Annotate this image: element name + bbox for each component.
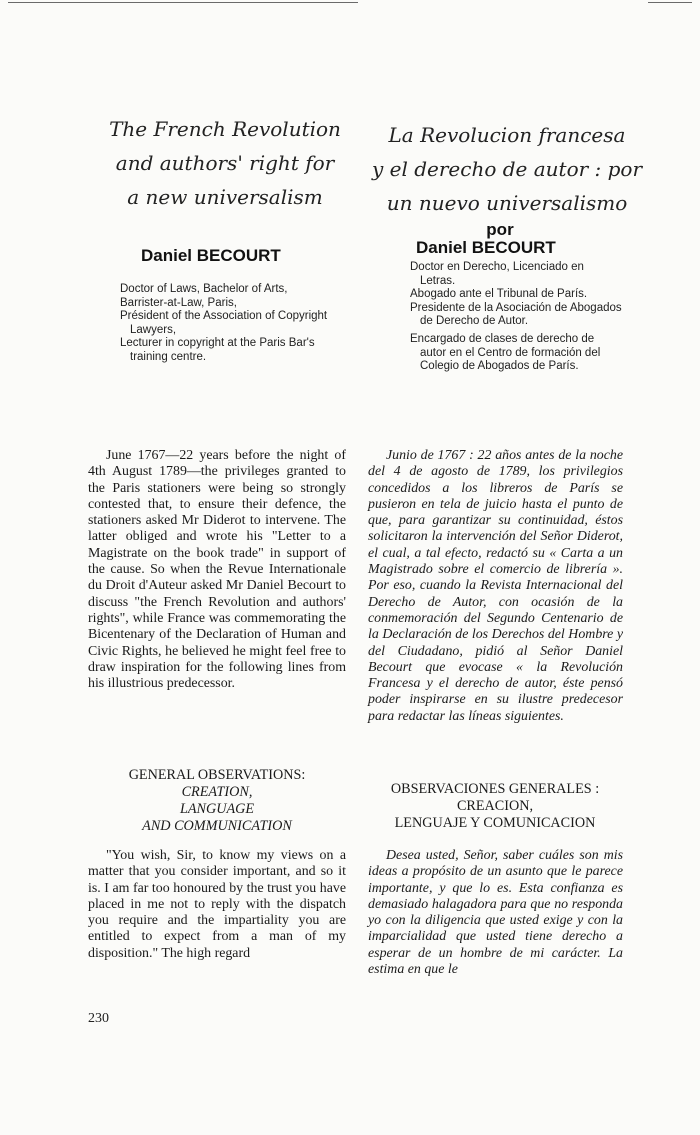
spanish-quote-paragraph: Desea usted, Señor, saber cuáles son mis ideas a propósito de un asunto que le parece importante, y que lo es. Esta confianza es demasiado halagadora para que no responda yo con la diligencia que usted exige y con la imparcialidad que usted tiene derecho a esperar de un hombre de mi carácter. La estima en que le <box>368 848 623 978</box>
heading-line: GENERAL OBSERVATIONS: <box>128 767 306 783</box>
spanish-por: por <box>486 220 514 239</box>
english-intro-paragraph: June 1767—22 years before the night of 4th August 1789—the privileges granted to the Paris stationers were being so strongly contested that, to ensure their defence, the stationers asked Mr Diderot to intervene. The latter obliged and wrote his "Letter to a Magistrate on the book trade" in support of the cause. So when the Revue Internationale du Droit d'Auteur asked Mr Daniel Becourt to discuss "the French Revolution and authors' rights", while France was commemorating the Bicentenary of the Declaration of Human and Civic Rights, he believed he might feel free to draw inspiration for the following lines from his illustrious predecessor. <box>88 448 346 692</box>
credential-line: Encargado de clases de derecho de autor en el Centro de formación del Colegio de Abogados de París. <box>410 332 601 373</box>
english-title <box>100 112 350 214</box>
english-title-line: a new universalism <box>127 185 323 209</box>
spanish-title <box>352 118 662 220</box>
english-quote-paragraph: "You wish, Sir, to know my views on a matter that you consider important, and so it is. I am far too honoured by the trust you have placed in me not to reply with the dispatch you require and the impartiality you are entitled to expect from a man of my disposition." The high regard <box>88 848 346 961</box>
heading-line: AND COMMUNICATION <box>142 818 292 834</box>
spanish-title-line: un nuevo universalismo <box>386 191 628 215</box>
page-number: 230 <box>88 1011 109 1026</box>
heading-line: LENGUAJE Y COMUNICACION <box>394 815 596 831</box>
english-title-line: and authors' right for <box>115 151 335 175</box>
credential-line: Presidente de la Asociación de Abogados de Derecho de Autor. <box>410 301 622 328</box>
english-credentials <box>120 283 348 365</box>
spanish-title-line: La Revolucion francesa <box>388 123 626 147</box>
heading-line: LANGUAGE <box>179 801 255 817</box>
credential-line: Abogado ante el Tribunal de París. <box>410 288 588 301</box>
credential-line: Doctor en Derecho, Licenciado en Letras. <box>410 261 584 287</box>
spanish-intro-paragraph: Junio de 1767 : 22 años antes de la noche del 4 de agosto de 1789, los privilegios concedidos a los libreros de París se pusieron en tela de juicio hasta el punto de que, para garantizar su continuidad, éstos solicitaron la intervención del Señor Diderot, el cual, a tal efecto, redactó su « Carta a un Magistrado sobre el comercio de librería ». Por eso, cuando la Revista Internacional del Derecho de Autor, con ocasión de la conmemoración del Segundo Centenario de la Declaración de los Derechos del Hombre y del Ciudadano, pidió al Señor Daniel Becourt que evocase « la Revolución Francesa y el derecho de autor, éste pensó poder inspirarse en su ilustre predecesor para redactar las líneas siguientes. <box>368 448 623 724</box>
heading-line: CREACION, <box>456 798 534 814</box>
heading-line: OBSERVACIONES GENERALES : <box>390 781 600 797</box>
top-rule-left <box>8 2 358 3</box>
spanish-section-heading <box>364 781 626 832</box>
credential-line: Doctor of Laws, Bachelor of Arts, <box>120 283 288 295</box>
top-rule-right <box>648 2 692 3</box>
spanish-author: Daniel BECOURT <box>416 238 556 257</box>
english-author: Daniel BECOURT <box>141 246 281 265</box>
spanish-credentials <box>410 261 622 374</box>
credential-line: Président of the Association of Copyright Lawyers, <box>120 310 328 336</box>
credential-line: Barrister-at-Law, Paris, <box>120 296 237 309</box>
credential-line: Lecturer in copyright at the Paris Bar's training centre. <box>120 337 315 363</box>
english-section-heading <box>88 767 346 835</box>
english-title-line: The French Revolution <box>109 117 341 141</box>
spanish-title-line: y el derecho de autor : por <box>371 157 643 181</box>
heading-line: CREATION, <box>181 784 253 800</box>
